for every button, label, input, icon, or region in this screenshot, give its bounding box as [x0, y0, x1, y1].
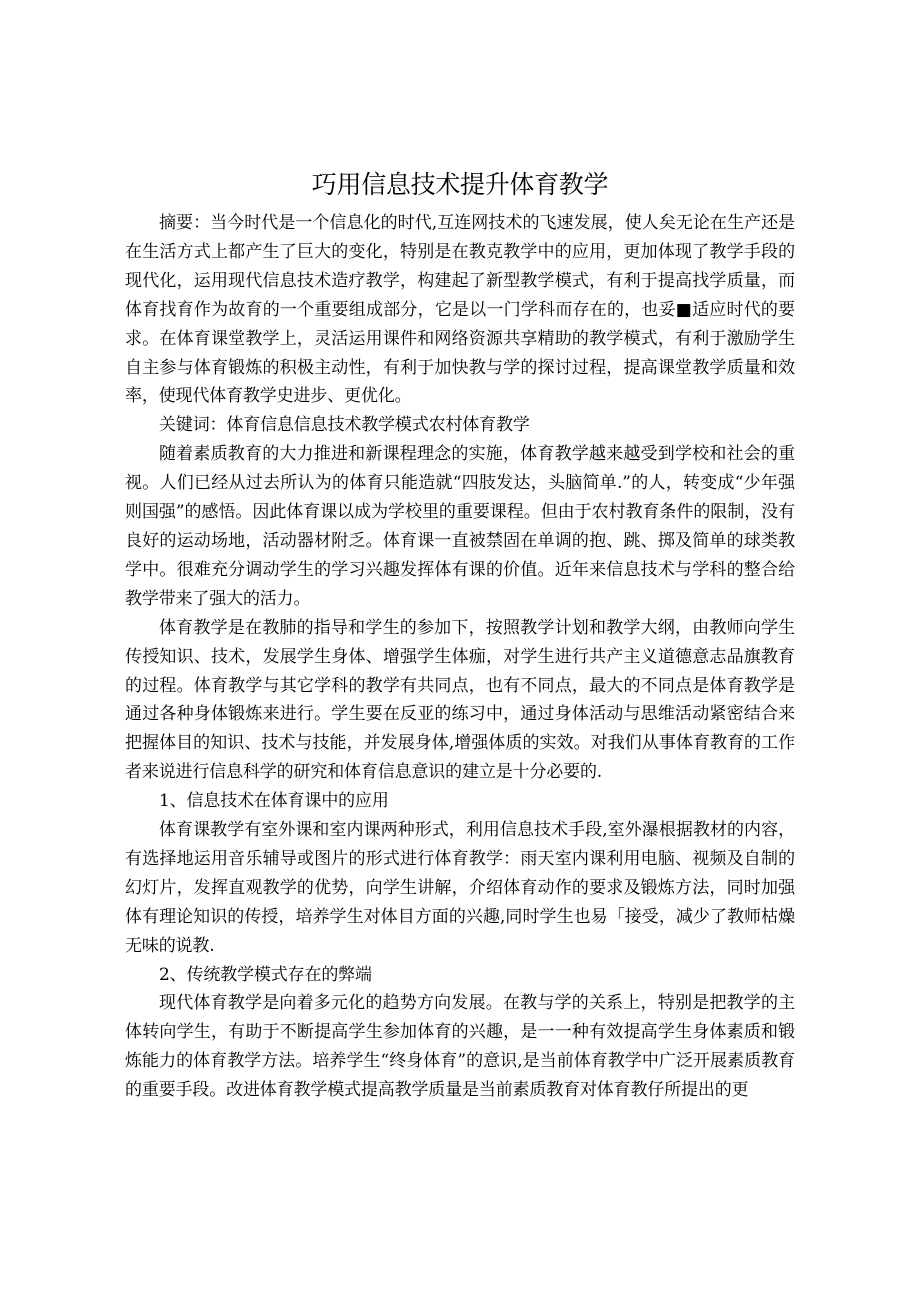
body-paragraph: 体育课教学有室外课和室内课两种形式，利用信息技术手段,室外瀑根据教材的内容，有选择地运用音乐辅导或图片的形式进行体育教学：雨天室内课利用电脑、视频及自制的幻灯片，发挥直观教学的优势，向学生讲解，介绍体育动作的要求及锻炼方法，同时加强体有理论知识的传授，培养学生对体目方面的兴趣,同时学生也易「接受，减少了教师枯燥无味的说教. — [125, 820, 795, 956]
body-paragraph: 现代体育教学是向着多元化的趋势方向发展。在教与学的关系上，特别是把教学的主体转向学生，有助于不断提高学生参加体育的兴趣，是一一种有效提高学生身体素质和锻炼能力的体育教学方法。培养学生“终身体育”的意识,是当前体育教学中广泛开展素质教育的重要手段。改进体育教学模式提高教学质量是当前素质教育对体育教仔所提出的更 — [125, 993, 795, 1101]
section-heading-2: 2、传统教学模式存在的弊端 — [159, 964, 372, 985]
abstract-paragraph: 摘要：当今时代是一个信息化的时代,互连网技术的飞速发展，使人矣无论在生产还是在生活方式上都产生了巨大的变化，特别是在教克教学中的应用，更加体现了教学手段的现代化，运用现代信息技术造疗教学，构建起了新型教学模式，有利于提高找学质量，而体育找育作为故育的一个重要组成部分，它是以一门学科而存在的，也妥■适应时代的要求。在体育课堂教学上，灵活运用课件和网络资源共享精助的教学模式，有利于激励学生自主参与体育锻炼的积极主动性，有利于加快教与学的探讨过程，提高课堂教学质量和效率，使现代体育教学史进步、更优化。 — [125, 213, 795, 407]
document-body — [125, 168, 795, 1105]
intro-paragraph: 随着素质教育的大力推进和新课程理念的实施，体育教学越来越受到学校和社会的重视。人们已经从过去所认为的体育只能造就“四肢发达，头脑简单.”的人，转变成“少年强则国强”的感悟。因此体育课以成为学校里的重要课程。但由于农村教育条件的限制，没有良好的运动场地，活动器材附乏。体育课一直被禁固在单调的抱、跳、掷及简单的球类教学中。很难充分调动学生的学习兴趣发挥体有课的价值。近年来信息技术与学科的整合给教学带来了强大的活力。 — [125, 444, 795, 609]
section-heading-1: 1、信息技术在体育课中的应用 — [159, 791, 389, 812]
keywords-paragraph: 关键词：体育信息信息技术教学模式农村体育教学 — [159, 415, 530, 436]
document-title: 巧用信息技术提升体育教学 — [311, 170, 609, 199]
body-paragraph: 体育教学是在教肺的指导和学生的参加下，按照教学计划和教学大纲，由教师向学生传授知识、技术，发展学生身体、增强学生体痂，对学生进行共产主义道德意志品旗教育的过程。体育教学与其它学科的教学有共同点，也有不同点，最大的不同点是体育教学是通过各种身体锻炼来进行。学生要在反亚的练习中，通过身体活动与思维活动紧密结合来把握体目的知识、技术与技能，并发展身体,增强体质的实效。对我们从事体育教育的工作者来说进行信息科学的研究和体育信息意识的建立是十分必要的. — [125, 617, 795, 783]
